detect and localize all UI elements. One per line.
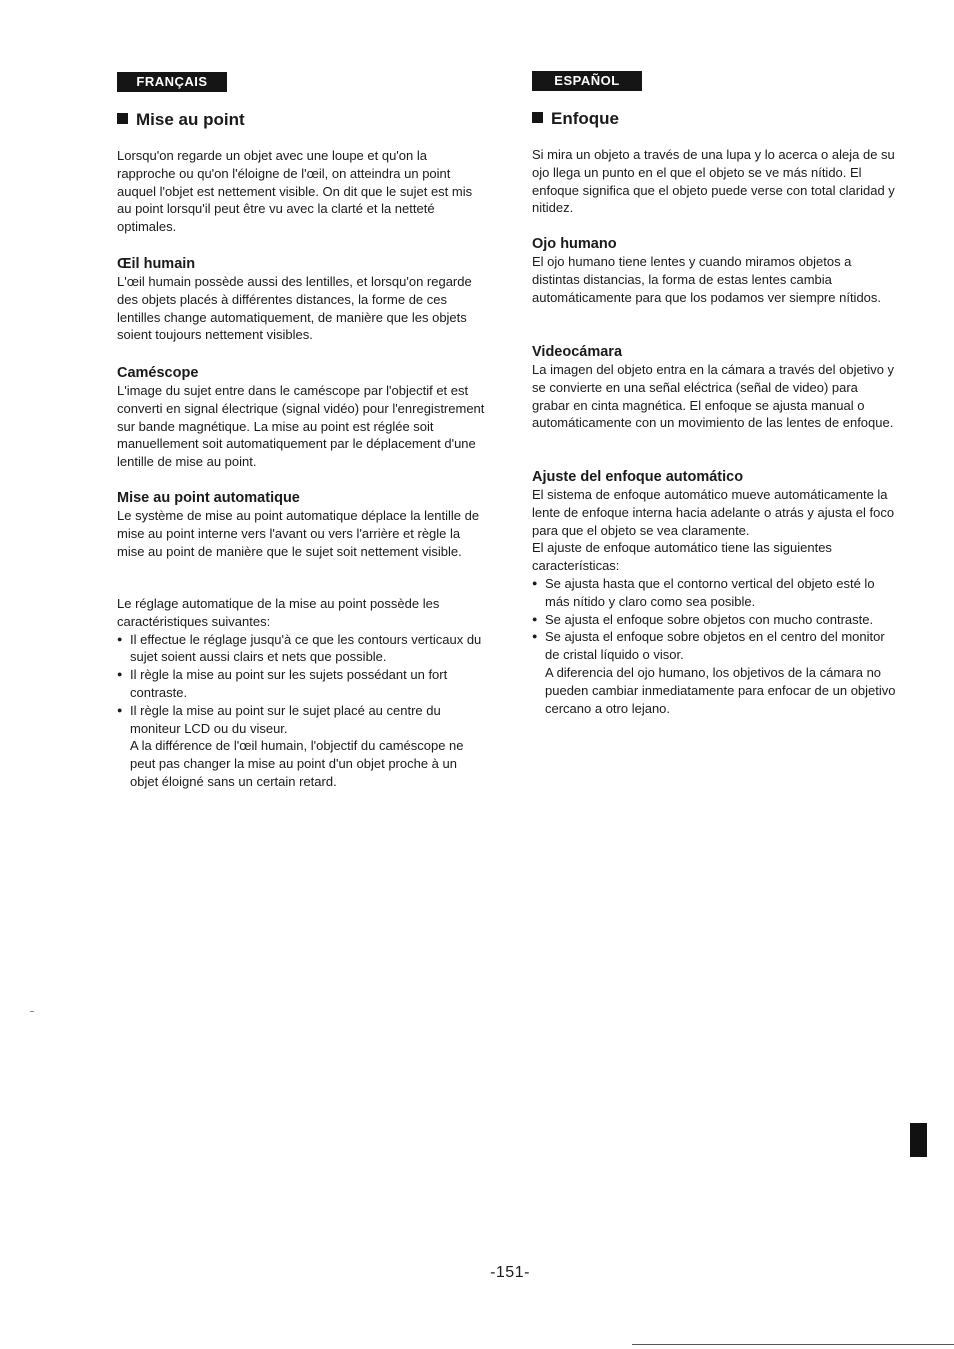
eye-paragraph: El ojo humano tiene lentes y cuando miramos objetos a distintas distancias, la forma de estas lentes cambia automáticamente para que los podamos ver siempre nítidos. — [532, 254, 882, 305]
intro-paragraph: Si mira un objeto a través de una lupa y lo acerca o aleja de su ojo llega un punto en el que el objeto se ve más nítido. El enfoque significa que el objeto puede verse con total claridad y nitidez. — [532, 147, 895, 216]
camcorder-block — [117, 364, 487, 471]
camcorder-paragraph: La imagen del objeto entra en la cámara a través del objetivo y se convierte en una señal eléctrica (señal de video) para grabar en cinta magnética. El enfoque se ajusta manual o automáticamente con un movimiento de las lentes de enfoque. — [532, 362, 895, 431]
autofocus-paragraph: Le système de mise au point automatique déplace la lentille de mise au point interne vers l'avant ou vers l'arrière et règle la mise au point de manière que le sujet soit nettement visible. — [117, 508, 480, 559]
intro-block — [532, 146, 897, 217]
list-item: ● Se ajusta hasta que el contorno vertical del objeto esté lo más nítido y claro como sea posible. — [532, 575, 897, 611]
camcorder-block — [532, 343, 897, 432]
scan-speck — [30, 1011, 34, 1012]
section-title-text: Mise au point — [136, 110, 245, 129]
page-number: -151- — [490, 1264, 530, 1281]
camcorder-heading: Videocámara — [532, 344, 623, 360]
list-item: ● Il règle la mise au point sur le sujet placé au centre du moniteur LCD ou du viseur. — [117, 702, 487, 738]
autofocus-block — [117, 489, 487, 560]
bottom-rule — [632, 1344, 954, 1345]
intro-paragraph: Lorsqu'on regarde un objet avec une loupe et qu'on la rapproche ou qu'on l'éloigne de l'œil, on atteindra un point auquel l'objet est nettement visible. On dit que le sujet est mis au point lorsqu'il peut être vu avec la clarté et la netteté optimales. — [117, 148, 473, 235]
note-paragraph: A diferencia del ojo humano, los objetivos de la cámara no pueden cambiar inmediatamente para enfocar de un objetivo cercano a otro lejano. — [545, 664, 896, 716]
eye-heading: Œil humain — [117, 256, 196, 272]
list-item: ● Se ajusta el enfoque sobre objetos en el centro del monitor de cristal líquido o visor. — [532, 628, 897, 664]
section-title-french — [117, 110, 245, 130]
intro-block — [117, 147, 487, 236]
list-item: ● Il règle la mise au point sur les sujets possédant un fort contraste. — [117, 666, 487, 702]
features-intro: Le réglage automatique de la mise au point possède les caractéristiques suivantes: — [117, 596, 440, 629]
language-label-spanish: ESPAÑOL — [532, 71, 642, 91]
square-bullet-icon — [532, 112, 543, 123]
eye-block — [532, 235, 897, 306]
section-title-text: Enfoque — [551, 109, 619, 128]
autofocus-block — [532, 468, 897, 717]
list-item: ● Il effectue le réglage jusqu'à ce que les contours verticaux du sujet soient aussi clairs et nets que possible. — [117, 631, 487, 667]
feature-list — [117, 631, 487, 738]
camcorder-paragraph: L'image du sujet entre dans le caméscope par l'objectif et est converti en signal électrique (signal vidéo) pour l'enregistrement sur bande magnétique. La mise au point est réglée soit manuellement soit automatiquement par le déplacement d'une lentille de mise au point. — [117, 383, 485, 470]
language-label-french: FRANÇAIS — [117, 72, 227, 92]
eye-heading: Ojo humano — [532, 236, 617, 252]
camcorder-heading: Caméscope — [117, 365, 199, 381]
feature-list — [532, 575, 897, 664]
features-block — [117, 595, 487, 791]
autofocus-paragraph: El sistema de enfoque automático mueve automáticamente la lente de enfoque interna hacia adelante o atrás y ajusta el foco para que el objeto se vea claramente. — [532, 487, 895, 538]
features-intro: El ajuste de enfoque automático tiene las siguientes características: — [532, 540, 832, 574]
square-bullet-icon — [117, 113, 128, 124]
autofocus-heading: Ajuste del enfoque automático — [532, 469, 744, 485]
eye-block — [117, 255, 487, 344]
section-title-spanish — [532, 109, 619, 129]
note-paragraph: A la différence de l'œil humain, l'objectif du caméscope ne peut pas changer la mise au point d'un objet proche à un objet éloigné sans un certain retard. — [130, 738, 464, 789]
autofocus-heading: Mise au point automatique — [117, 490, 300, 506]
eye-paragraph: L'œil humain possède aussi des lentilles, et lorsqu'on regarde des objets placés à différentes distances, la forme de ces lentilles change automatiquement, de manière que les objets soient toujours nettement visibles. — [117, 274, 472, 343]
section-edge-marker — [910, 1123, 927, 1157]
list-item: ● Se ajusta el enfoque sobre objetos con mucho contraste. — [532, 611, 897, 629]
